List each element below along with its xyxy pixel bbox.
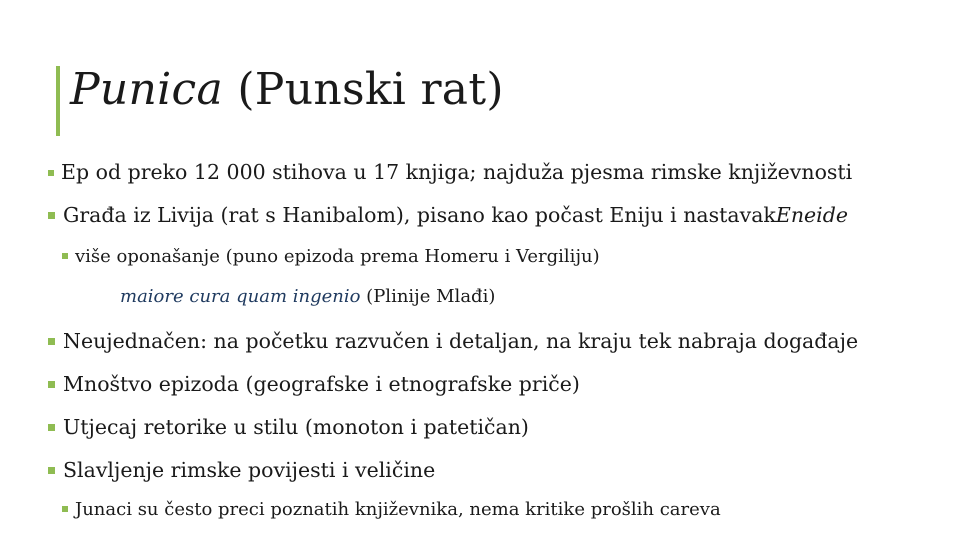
quote-latin: maiore cura quam ingenio [120, 286, 361, 307]
bullet-marker-icon [62, 506, 68, 512]
bullet-marker-icon [48, 170, 54, 176]
latin-quote [120, 286, 495, 307]
bullet-item [48, 329, 858, 353]
bullet-item [48, 458, 435, 482]
quote-source: (Plinije Mlađi) [360, 286, 496, 307]
bullet-text: Građa iz Livija (rat s Hanibalom), pisano kao počast Eniju i nastavak [63, 203, 776, 227]
bullet-item [48, 372, 580, 396]
bullet-marker-icon [48, 212, 55, 219]
bullet-text: Slavljenje rimske povijesti i veličine [63, 458, 436, 482]
bullet-marker-icon [48, 424, 55, 431]
bullet-text: Mnoštvo epizoda (geografske i etnografske priče) [63, 372, 580, 396]
bullet-item [48, 203, 848, 227]
bullet-text: Ep od preko 12 000 stihova u 17 knjiga; najduža pjesma rimske književnosti [61, 160, 853, 184]
bullet-text: Junaci su često preci poznatih književnika, nema kritike prošlih careva [75, 499, 721, 520]
bullet-text: više oponašanje (puno epizoda prema Homeru i Vergiliju) [75, 246, 600, 267]
bullet-text: Neujednačen: na početku razvučen i detaljan, na kraju tek nabraja događaje [63, 329, 859, 353]
title-rest: (Punski rat) [223, 64, 504, 115]
title-italic: Punica [70, 64, 224, 115]
bullet-item [48, 415, 529, 439]
bullet-marker-icon [48, 381, 55, 388]
bullet-marker-icon [48, 467, 55, 474]
bullet-text-italic: Eneide [775, 203, 848, 227]
bullet-text: Utjecaj retorike u stilu (monoton i patetičan) [63, 415, 529, 439]
bullet-item [48, 160, 852, 184]
bullet-marker-icon [48, 338, 55, 345]
sub-bullet-item [62, 499, 721, 520]
sub-bullet-item [62, 246, 600, 267]
bullet-marker-icon [62, 253, 68, 259]
